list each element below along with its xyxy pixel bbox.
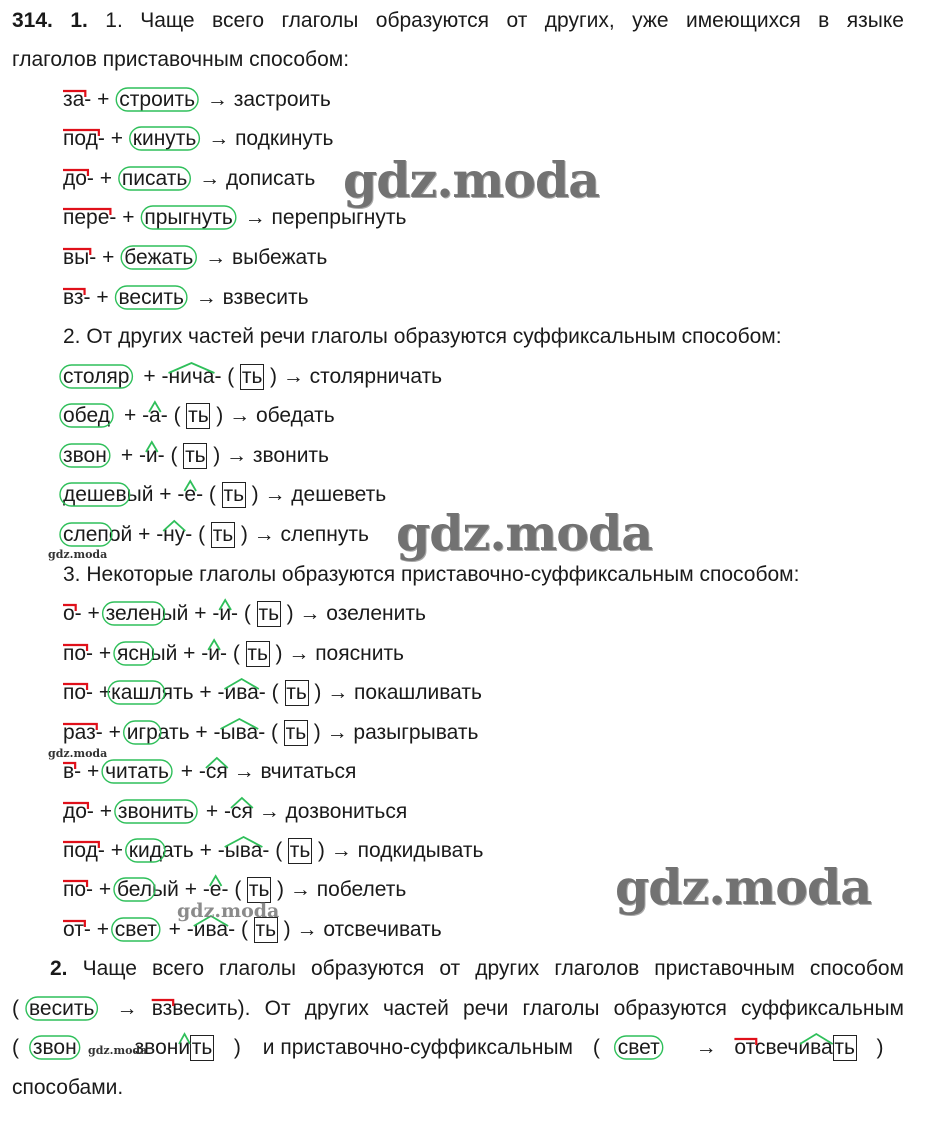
answer2-mid: и приставочно-суффиксальным <box>262 1036 573 1059</box>
paren-open: ( <box>592 1036 600 1059</box>
plus-sign: + <box>122 206 135 229</box>
answer2-number: 2. <box>50 957 68 980</box>
root-mark <box>114 878 155 901</box>
paren-open: ( <box>12 1036 19 1059</box>
prefix-mark <box>63 763 75 769</box>
plus-sign: + <box>138 523 151 546</box>
result-word: подкидывать <box>357 839 484 862</box>
answer2-result-stem: отсвечива <box>734 1036 833 1059</box>
prefix-mark <box>63 842 99 848</box>
suffix: -ся <box>223 800 253 823</box>
prefix: по- <box>63 642 94 665</box>
paren-open: ( <box>198 523 206 546</box>
base-word: кинуть <box>132 127 197 150</box>
arrow-icon: → <box>326 721 348 744</box>
ending-box: ть <box>285 721 307 745</box>
root: ясн <box>117 642 151 665</box>
suffix: -ну- <box>156 523 193 546</box>
plus-sign: + <box>184 878 197 901</box>
root-tail: ый <box>161 602 189 625</box>
prefix: о- <box>63 602 82 625</box>
root-tail: ый <box>150 642 178 665</box>
plus-sign: + <box>183 642 196 665</box>
base-word: строить <box>119 88 196 111</box>
prefix: вы- <box>63 246 97 269</box>
paren-close: ) <box>213 444 221 467</box>
suffix: -е- <box>202 878 229 901</box>
root-mark <box>116 88 198 111</box>
plus-sign: + <box>108 721 121 744</box>
prefix-mark <box>63 209 110 215</box>
suffix: -ыва- <box>213 721 266 744</box>
watermark-small: gdz.moda <box>88 1044 148 1057</box>
suffix-mark <box>210 876 222 886</box>
paren-close: ) <box>275 642 283 665</box>
root-mark <box>60 483 130 506</box>
paren-close: ) <box>313 721 321 744</box>
suffix-mark <box>221 719 259 729</box>
plus-sign: + <box>110 839 123 862</box>
result-word: столярничать <box>309 365 443 388</box>
root: бел <box>117 878 153 901</box>
plus-sign: + <box>98 642 112 665</box>
root-mark <box>26 997 97 1020</box>
arrow-icon: → <box>253 523 275 546</box>
arrow-icon: → <box>296 918 318 941</box>
paren-open: ( <box>234 878 242 901</box>
answer2-text: Чаще всего глаголы образуются от других глаголов приставочным способом <box>82 957 904 980</box>
suffix-mark <box>224 679 258 689</box>
ending-box: ть <box>286 681 307 705</box>
intro-text: 1. Чаще всего глаголы образуются от других, уже имеющихся в языке <box>105 9 904 32</box>
root-mark <box>60 444 110 467</box>
base-word: бежать <box>124 246 194 269</box>
paren-close: ) <box>251 483 259 506</box>
root-mark <box>60 523 112 546</box>
prefix: до- <box>63 800 94 823</box>
paren-open: ( <box>275 839 283 862</box>
prefix-mark <box>152 1000 173 1006</box>
root-tail: ый <box>152 878 179 901</box>
paren-close: ) <box>286 602 294 625</box>
watermark: gdz.moda <box>615 858 871 916</box>
prefix: от- <box>63 918 91 941</box>
paren-open: ( <box>173 404 181 427</box>
answer2-result-stem: звони <box>134 1036 191 1059</box>
arrow-icon: → <box>695 1036 717 1059</box>
suffix-mark <box>163 521 185 531</box>
suffix: -ива- <box>186 918 236 941</box>
ending-box: ть <box>834 1036 855 1060</box>
arrow-icon: → <box>116 997 138 1020</box>
prefix-mark <box>63 724 97 730</box>
root-mark <box>121 246 196 269</box>
answer2-result: взвесить <box>151 997 238 1020</box>
paren-open: ( <box>227 365 235 388</box>
arrow-icon: → <box>229 404 251 427</box>
task-number: 1. <box>70 9 88 32</box>
arrow-icon: → <box>289 878 311 901</box>
prefix-mark <box>63 881 87 887</box>
plus-sign: + <box>123 404 137 427</box>
suffix-mark <box>206 758 228 768</box>
root: зелен <box>105 602 162 625</box>
root-mark <box>126 839 165 862</box>
suffix: -нича- <box>161 365 222 388</box>
root-mark <box>30 1036 80 1059</box>
paren-open: ( <box>271 681 279 704</box>
watermark: gdz.moda <box>396 504 652 562</box>
root: обед <box>63 404 110 427</box>
arrow-icon: → <box>233 760 255 783</box>
paren-open: ( <box>232 642 240 665</box>
plus-sign: + <box>205 800 219 823</box>
result-word: покашливать <box>354 681 482 704</box>
arrow-icon: → <box>206 88 228 111</box>
root-tail: ой <box>108 523 133 546</box>
base-word: весить <box>118 286 184 309</box>
suffix-mark <box>219 600 231 610</box>
root-mark <box>103 602 165 625</box>
paren-close: ) <box>876 1036 884 1059</box>
result-word: взвесить <box>222 286 309 309</box>
answer2-root: звон <box>32 1036 77 1059</box>
arrow-icon: → <box>282 365 304 388</box>
prefix-mark <box>63 803 88 809</box>
plus-sign: + <box>87 602 100 625</box>
answer2-root: свет <box>617 1036 660 1059</box>
answer2-rest: ). От других частей речи глаголы образуются суффиксальным <box>237 997 904 1020</box>
suffix-mark <box>149 402 161 412</box>
result-word: дешеветь <box>291 483 387 506</box>
plus-sign: + <box>120 444 134 467</box>
plus-sign: + <box>98 878 112 901</box>
root-mark <box>116 286 187 309</box>
result-word: обедать <box>255 404 335 427</box>
root-mark <box>115 800 197 823</box>
prefix: под- <box>63 127 105 150</box>
prefix: в- <box>63 760 82 783</box>
root-mark <box>112 918 160 941</box>
plus-sign: + <box>194 602 207 625</box>
suffix-mark <box>225 837 263 847</box>
prefix-mark <box>63 130 99 136</box>
suffix-mark <box>800 1034 833 1044</box>
plus-sign: + <box>159 483 172 506</box>
root-mark <box>108 681 164 704</box>
plus-sign: + <box>143 365 156 388</box>
prefix: по- <box>63 878 94 901</box>
prefix-mark <box>63 605 76 611</box>
root: читать <box>105 760 169 783</box>
result-word: вчитаться <box>260 760 357 783</box>
watermark-mid: gdz.moda <box>177 900 280 922</box>
arrow-icon: → <box>288 642 310 665</box>
paren-open: ( <box>240 918 248 941</box>
arrow-icon: → <box>199 167 221 190</box>
prefix-mark <box>63 91 85 97</box>
suffix: -а- <box>142 404 168 427</box>
suffix-mark <box>184 481 196 491</box>
result-word: слепнуть <box>280 523 369 546</box>
root-mark <box>60 404 113 427</box>
plus-sign: + <box>97 88 110 111</box>
suffix: -ся <box>198 760 228 783</box>
paren-open: ( <box>12 997 19 1020</box>
paren-close: ) <box>240 523 248 546</box>
result-word: дозвониться <box>285 800 408 823</box>
watermark-small: gdz.moda <box>48 747 108 760</box>
paren-close: ) <box>269 365 277 388</box>
root-tail: ать <box>161 839 194 862</box>
prefix: до- <box>63 167 94 190</box>
root: свет <box>114 918 157 941</box>
root-mark <box>114 642 153 665</box>
suffix: -е- <box>177 483 204 506</box>
ending-box: ть <box>212 523 234 547</box>
arrow-icon: → <box>208 127 230 150</box>
suffix-mark <box>231 798 253 808</box>
prefix: по- <box>63 681 94 704</box>
arrow-icon: → <box>205 246 227 269</box>
prefix: пере- <box>63 206 117 229</box>
arrow-icon: → <box>226 444 248 467</box>
ending-box: ть <box>185 444 206 468</box>
suffix: -и- <box>201 642 227 665</box>
paren-close: ) <box>314 681 322 704</box>
result-word: озеленить <box>326 602 426 625</box>
result-word: побелеть <box>316 878 407 901</box>
ending-box: ть <box>241 365 263 389</box>
paren-close: ) <box>283 918 291 941</box>
plus-sign: + <box>99 800 113 823</box>
suffix: -ива- <box>217 681 266 704</box>
root-mark <box>130 127 200 150</box>
prefix-mark <box>63 921 85 927</box>
suffix-mark <box>146 442 158 452</box>
prefix-mark <box>63 684 87 690</box>
root-mark <box>102 760 172 783</box>
plus-sign: + <box>99 167 113 190</box>
exercise-number: 314. <box>12 9 53 32</box>
root: игр <box>126 721 158 744</box>
ending-box: ть <box>258 602 280 626</box>
prefix: под- <box>63 839 105 862</box>
paren-open: ( <box>208 483 216 506</box>
result-word: застроить <box>233 88 331 111</box>
root-tail: ать <box>157 721 190 744</box>
plus-sign: + <box>199 839 212 862</box>
root-tail: ять <box>161 681 194 704</box>
arrow-icon: → <box>244 206 266 229</box>
answer2-line-4: способами. <box>12 1076 124 1099</box>
suffix-mark <box>169 363 215 373</box>
paren-close: ) <box>233 1036 241 1059</box>
answer2-word: весить <box>29 997 95 1020</box>
arrow-icon: → <box>299 602 321 625</box>
paren-open: ( <box>170 444 178 467</box>
result-word: перепрыгнуть <box>271 206 407 229</box>
root-mark <box>119 167 190 190</box>
result-word: отсвечивать <box>323 918 442 941</box>
root-mark <box>124 721 161 744</box>
suffix: -и- <box>138 444 165 467</box>
root-tail: ый <box>126 483 154 506</box>
ending-box: ть <box>191 1036 213 1060</box>
ending-box: ть <box>247 642 268 666</box>
result-word: выбежать <box>231 246 328 269</box>
watermark-small: gdz.moda <box>48 548 108 561</box>
result-word: пояснить <box>315 642 404 665</box>
result-word: разыгрывать <box>353 721 479 744</box>
watermark: gdz.moda <box>343 151 599 209</box>
paren-close: ) <box>317 839 325 862</box>
result-word: дописать <box>225 167 316 190</box>
plus-sign: + <box>98 681 112 704</box>
prefix: вз- <box>63 286 91 309</box>
ending-box: ть <box>248 878 270 902</box>
paren-close: ) <box>216 404 224 427</box>
suffix: -и- <box>212 602 239 625</box>
mixed-section-heading: 3. Некоторые глаголы образуются приставочно-суффиксальным способом: <box>63 563 800 586</box>
root-mark <box>60 365 132 388</box>
suffix-mark <box>179 1034 190 1044</box>
root-mark <box>141 206 235 229</box>
plus-sign: + <box>195 721 208 744</box>
ending-box: ть <box>289 839 311 863</box>
arrow-icon: → <box>195 286 217 309</box>
intro-line-2: глаголов приставочным способом: <box>12 48 350 71</box>
prefix-mark <box>734 1039 756 1045</box>
prefix-mark <box>63 289 85 295</box>
result-word: звонить <box>252 444 329 467</box>
arrow-icon: → <box>258 800 280 823</box>
arrow-icon: → <box>264 483 286 506</box>
root-mark <box>615 1036 663 1059</box>
suffix-section-heading: 2. От других частей речи глаголы образуются суффиксальным способом: <box>63 325 782 348</box>
paren-close: ) <box>277 878 285 901</box>
ending-box: ть <box>188 404 209 428</box>
plus-sign: + <box>110 127 123 150</box>
plus-sign: + <box>199 681 212 704</box>
arrow-icon: → <box>327 681 349 704</box>
plus-sign: + <box>96 286 109 309</box>
plus-sign: + <box>168 918 181 941</box>
ending-box: ть <box>255 918 277 942</box>
result-word: подкинуть <box>235 127 334 150</box>
root: слеп <box>63 523 109 546</box>
base-word: прыгнуть <box>144 206 233 229</box>
base-word: писать <box>121 167 188 190</box>
arrow-icon: → <box>330 839 352 862</box>
suffix: -ыва- <box>217 839 270 862</box>
prefix-mark <box>63 645 87 651</box>
plus-sign: + <box>180 760 194 783</box>
prefix-mark <box>63 170 88 176</box>
root: столяр <box>63 365 130 388</box>
root: дешев <box>63 483 127 506</box>
root: звонить <box>117 800 195 823</box>
root: кид <box>128 839 162 862</box>
ending-box: ть <box>223 483 245 507</box>
plus-sign: + <box>102 246 115 269</box>
root: звон <box>63 444 107 467</box>
plus-sign: + <box>87 760 100 783</box>
root: кашл <box>111 681 162 704</box>
prefix-mark <box>63 249 90 255</box>
suffix-mark <box>208 640 220 650</box>
plus-sign: + <box>96 918 109 941</box>
paren-open: ( <box>271 721 279 744</box>
prefix: за- <box>63 88 92 111</box>
prefix: раз- <box>63 721 103 744</box>
paren-open: ( <box>243 602 251 625</box>
